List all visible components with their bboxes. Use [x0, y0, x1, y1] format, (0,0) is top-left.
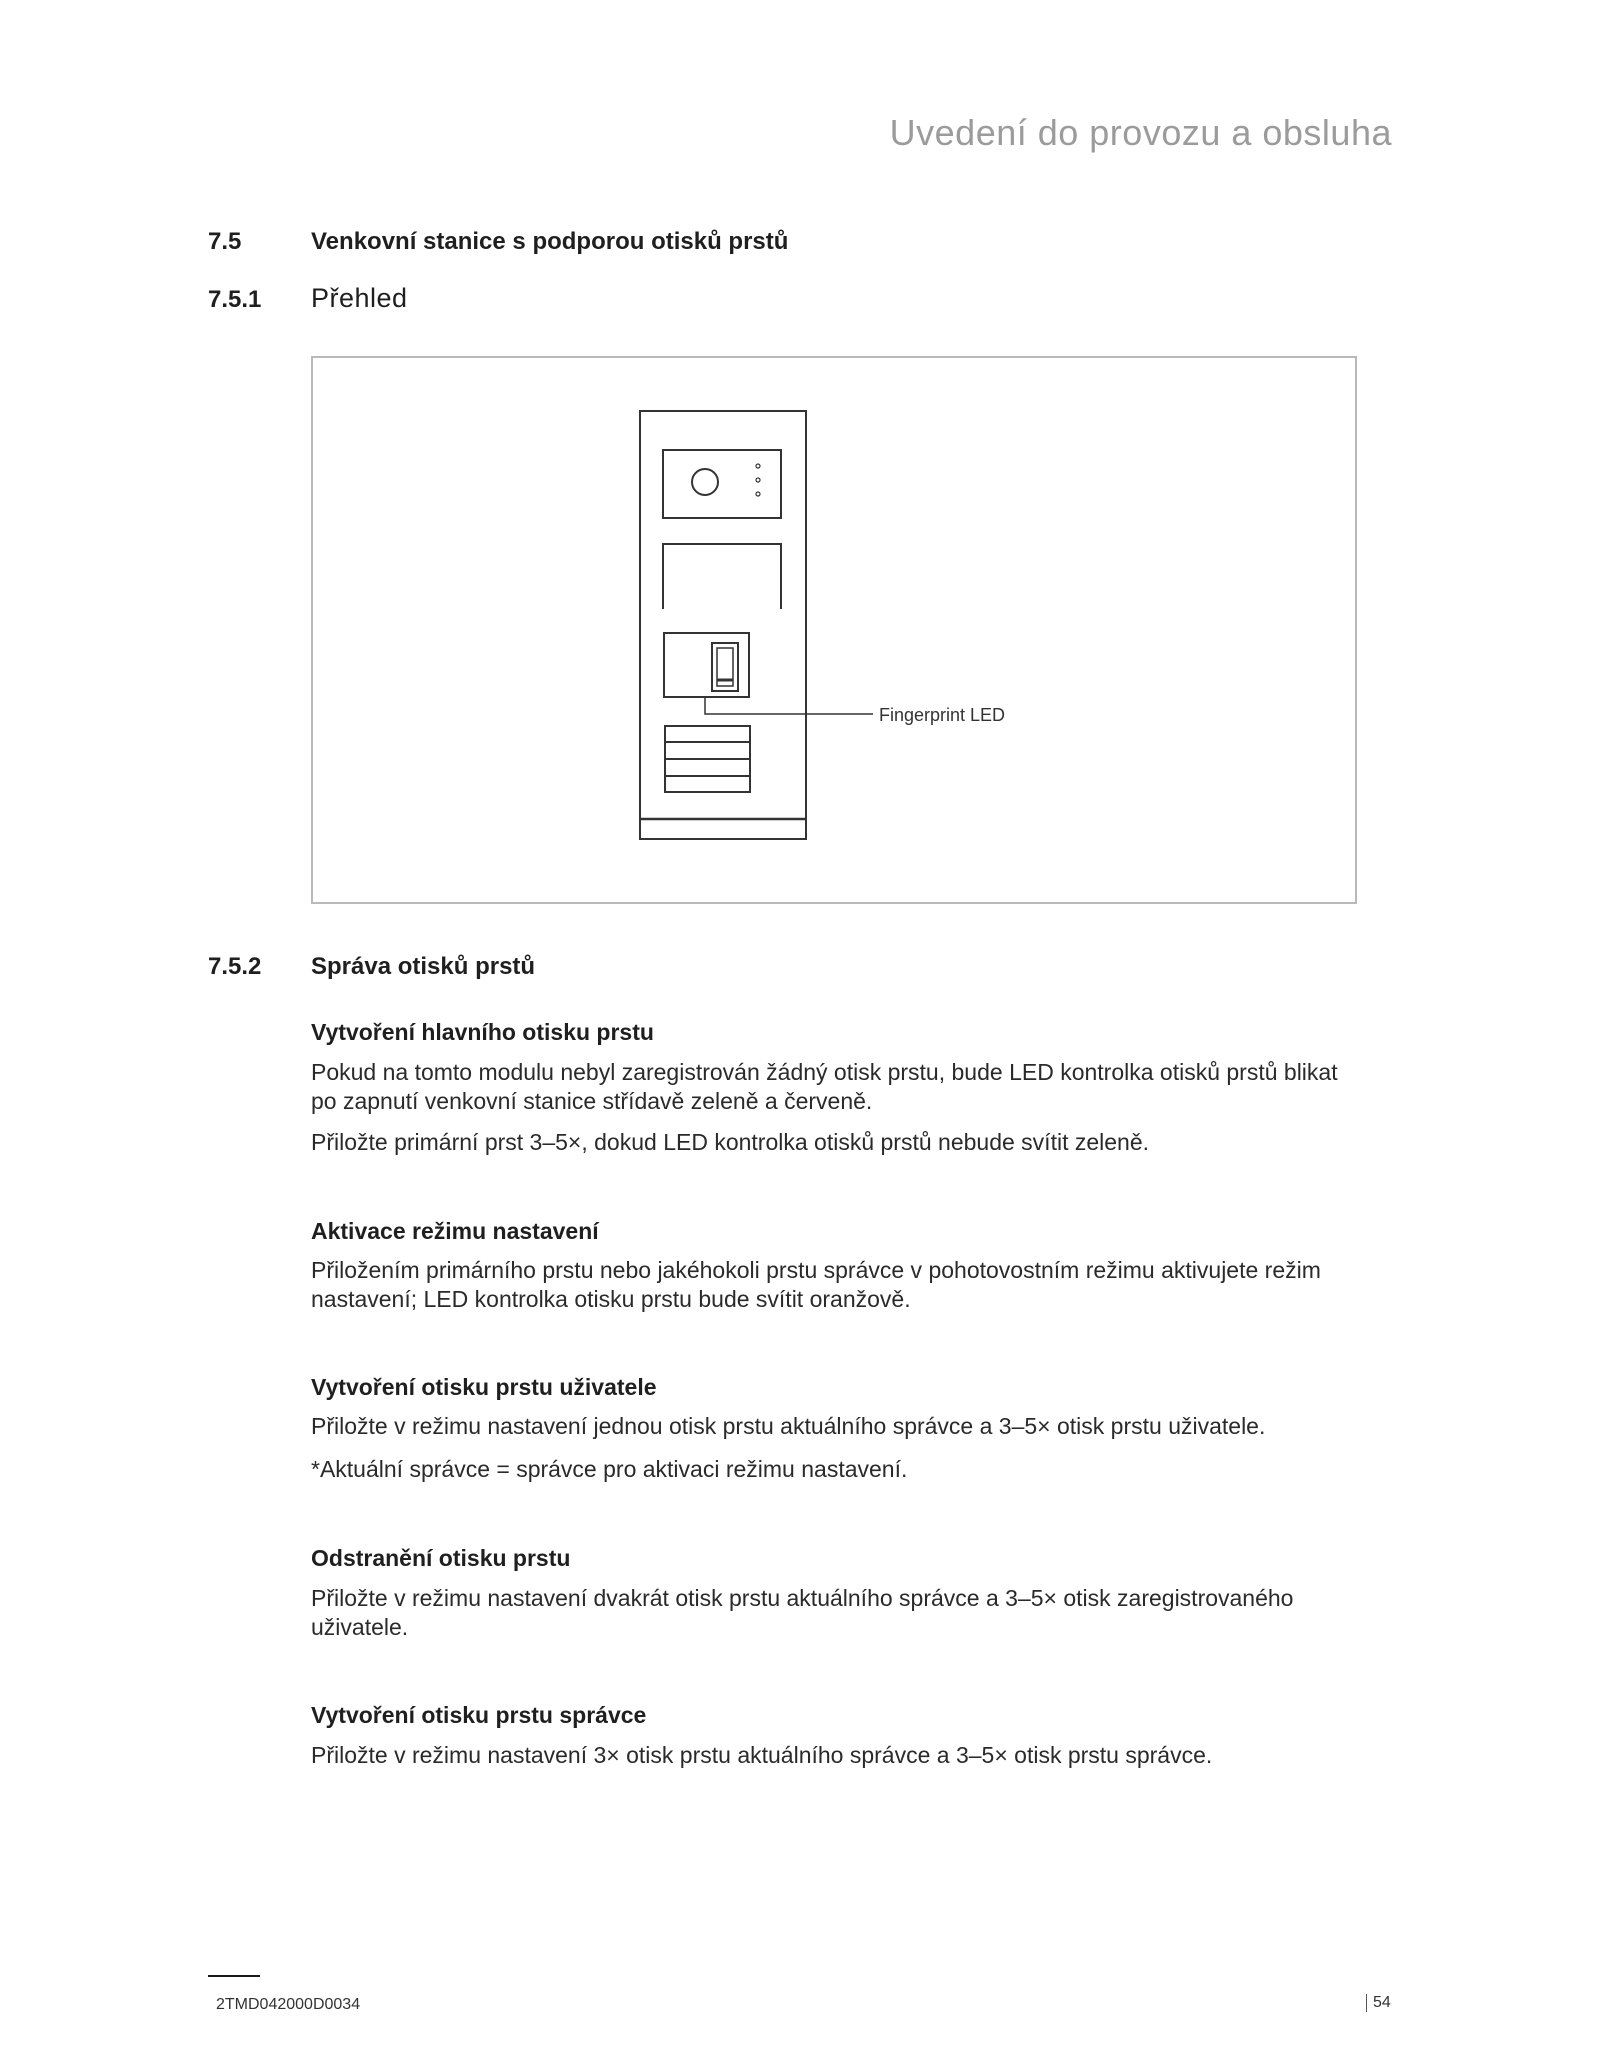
subheading-delete: Odstranění otisku prstu	[311, 1545, 571, 1571]
paragraph: Přiložením primárního prstu nebo jakéhokoli prstu správce v pohotovostním režimu aktivujete režim nastavení; LED kontrolka otisku prstu bude svítit oranžově.	[311, 1257, 1321, 1312]
paragraph: Přiložte v režimu nastavení 3× otisk prstu aktuálního správce a 3–5× otisk prstu správce.	[311, 1742, 1213, 1768]
camera-module	[663, 450, 781, 518]
paragraph: Přiložte v režimu nastavení dvakrát otisk prstu aktuálního správce a 3–5× otisk zaregistrovaného uživatele.	[311, 1585, 1294, 1640]
camera-lens-icon	[692, 469, 718, 495]
subsection-number: 7.5.1	[208, 286, 262, 313]
section-number: 7.5	[208, 228, 242, 255]
section-number-7-5-2: 7.5.2	[208, 953, 262, 980]
section-title: Venkovní stanice s podporou otisků prstů	[311, 228, 789, 255]
paragraph: Pokud na tomto modulu nebyl zaregistrován žádný otisk prstu, bude LED kontrolka otisků prstů blikat po zapnutí venkovní stanice střídavě zeleně a červeně.	[311, 1059, 1338, 1114]
subheading-activate-setup: Aktivace režimu nastavení	[311, 1218, 599, 1244]
footer-doc-id: 2TMD042000D0034	[216, 1996, 361, 2013]
footer-rule	[208, 1975, 260, 1977]
paragraph: Přiložte primární prst 3–5×, dokud LED kontrolka otisků prstů nebude svítit zeleně.	[311, 1129, 1150, 1155]
outdoor-station-figure	[311, 356, 1357, 904]
section-title-7-5-2: Správa otisků prstů	[311, 953, 536, 980]
paragraph: *Aktuální správce = správce pro aktivaci režimu nastavení.	[311, 1456, 908, 1482]
paragraph: Přiložte v režimu nastavení jednou otisk prstu aktuálního správce a 3–5× otisk prstu uživatele.	[311, 1413, 1266, 1439]
page-header-title: Uvedení do provozu a obsluha	[889, 112, 1392, 153]
outdoor-station-illustration	[313, 358, 1359, 906]
callout-line	[705, 697, 873, 714]
subsection-title: Přehled	[311, 283, 408, 313]
fingerprint-sensor-icon	[712, 643, 738, 691]
subheading-create-user: Vytvoření otisku prstu uživatele	[311, 1374, 657, 1400]
subheading-create-admin: Vytvoření otisku prstu správce	[311, 1702, 647, 1728]
subheading-create-primary: Vytvoření hlavního otisku prstu	[311, 1019, 654, 1045]
name-plate	[663, 544, 781, 609]
callout-label: Fingerprint LED	[879, 705, 1006, 725]
footer-page-number: 54	[1366, 1994, 1391, 2012]
